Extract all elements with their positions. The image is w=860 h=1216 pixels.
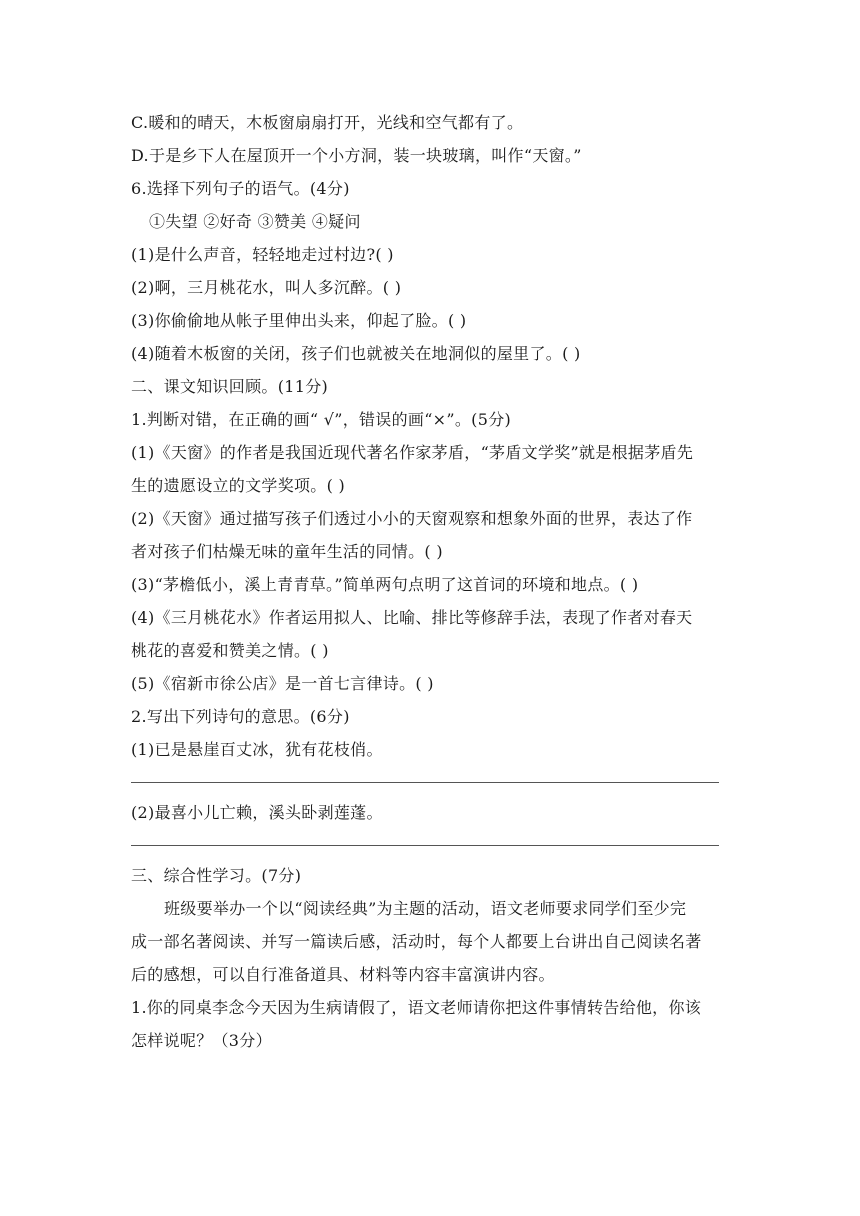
q6-title: 6.选择下列句子的语气。(4分) xyxy=(131,179,350,198)
section-3-paragraph-line-3: 后的感想，可以自行准备道具、材料等内容丰富演讲内容。 xyxy=(131,965,555,984)
answer-line-2[interactable] xyxy=(131,829,741,859)
q6-item-1: (1)是什么声音，轻轻地走过村边?( ) xyxy=(131,245,394,264)
s2-q1-item-1-line-1: (1)《天窗》的作者是我国近现代著名作家茅盾，“茅盾文学奖”就是根据茅盾先 xyxy=(131,443,694,462)
q6-item-3: (3)你偷偷地从帐子里伸出头来，仰起了脸。( ) xyxy=(131,311,467,330)
s3-q1-line-2: 怎样说呢？（3分） xyxy=(131,1031,272,1050)
q6-item-2: (2)啊，三月桃花水，叫人多沉醉。( ) xyxy=(131,278,402,297)
section-2-title: 二、课文知识回顾。(11分) xyxy=(131,377,329,396)
s2-q1-item-1-line-2: 生的遗愿设立的文学奖项。( ) xyxy=(131,476,346,495)
section-3-paragraph-line-2: 成一部名著阅读、并写一篇读后感，活动时，每个人都要上台讲出自己阅读名著 xyxy=(131,932,702,951)
s2-q1-item-4-line-2: 桃花的喜爱和赞美之情。( ) xyxy=(131,641,329,660)
s2-q2-title: 2.写出下列诗句的意思。(6分) xyxy=(131,707,350,726)
exam-content xyxy=(131,106,741,1057)
q6-item-4: (4)随着木板窗的关闭，孩子们也就被关在地洞似的屋里了。( ) xyxy=(131,344,581,363)
s2-q2-item-2: (2)最喜小儿亡赖，溪头卧剥莲蓬。 xyxy=(131,803,383,822)
q5-option-d: D.于是乡下人在屋顶开一个小方洞，装一块玻璃，叫作“天窗。” xyxy=(131,146,582,165)
q5-option-c: C.暖和的晴天，木板窗扇扇打开，光线和空气都有了。 xyxy=(131,113,524,132)
s2-q1-item-3: (3)“茅檐低小，溪上青青草。”简单两句点明了这首词的环境和地点。( ) xyxy=(131,575,639,594)
q6-options: ①失望 ②好奇 ③赞美 ④疑问 xyxy=(149,212,361,231)
section-3-title: 三、综合性学习。(7分) xyxy=(131,866,302,885)
s2-q1-item-2-line-2: 者对孩子们枯燥无味的童年生活的同情。( ) xyxy=(131,542,443,561)
s2-q2-item-1: (1)已是悬崖百丈冰，犹有花枝俏。 xyxy=(131,740,383,759)
s3-q1-line-1: 1.你的同桌李念今天因为生病请假了，语文老师请你把这件事情转告给他，你该 xyxy=(131,998,702,1017)
s2-q1-title: 1.判断对错，在正确的画“ √”，错误的画“×”。(5分) xyxy=(131,410,512,429)
answer-rule xyxy=(131,782,719,783)
s2-q1-item-2-line-1: (2)《天窗》通过描写孩子们透过小小的天窗观察和想象外面的世界，表达了作 xyxy=(131,509,693,528)
answer-rule xyxy=(131,845,719,846)
answer-line-1[interactable] xyxy=(131,766,741,796)
s2-q1-item-5: (5)《宿新市徐公店》是一首七言律诗。( ) xyxy=(131,674,434,693)
s2-q1-item-4-line-1: (4)《三月桃花水》作者运用拟人、比喻、排比等修辞手法，表现了作者对春天 xyxy=(131,608,693,627)
section-3-paragraph-line-1: 班级要举办一个以“阅读经典”为主题的活动，语文老师要求同学们至少完 xyxy=(164,899,687,918)
